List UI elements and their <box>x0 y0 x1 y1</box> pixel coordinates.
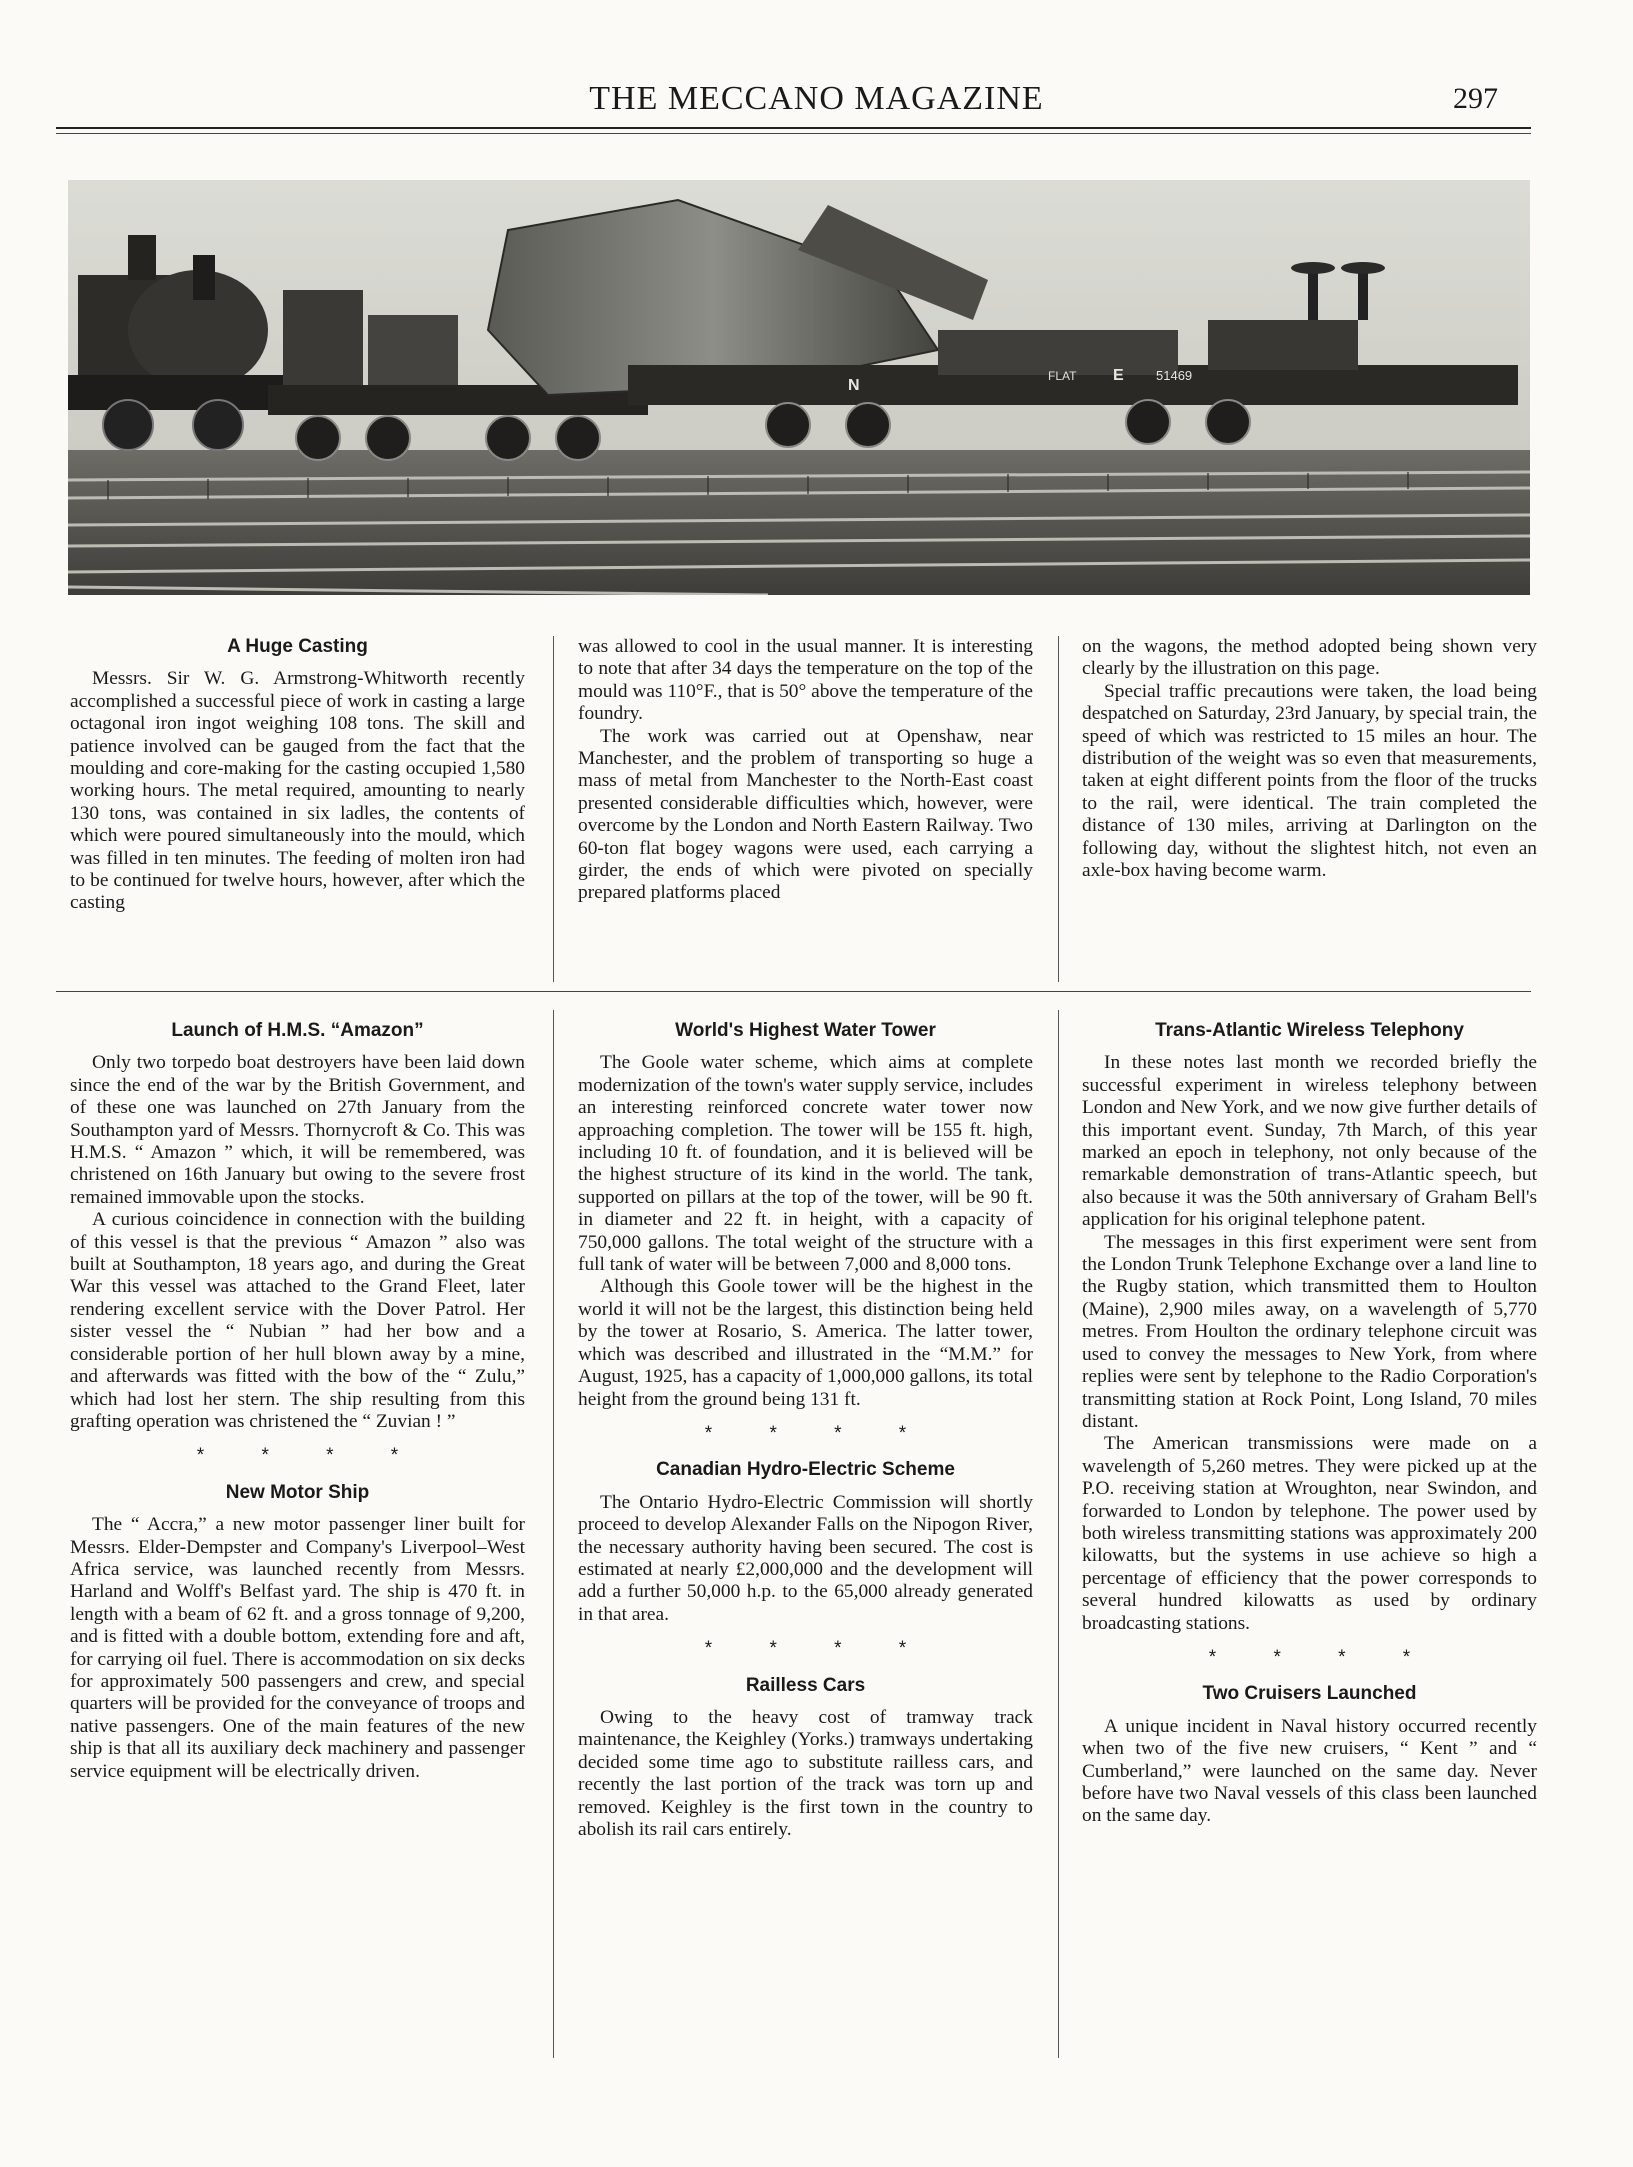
separator-stars-3: * * * * <box>704 1638 933 1660</box>
column-rule-bottom-1 <box>553 1010 554 2058</box>
cruisers-paragraph-1: A unique incident in Naval history occurred recently when two of the five new cruisers, “ Kent ” and “ Cumberland,” were launched on the same day. Never before have two Naval vessels of this class been launched on the same day. <box>1082 1715 1537 1827</box>
separator-stars-4: * * * * <box>1208 1646 1437 1668</box>
article-huge-casting-col2 <box>578 636 1033 905</box>
water-tower-paragraph-1: The Goole water scheme, which aims at complete modernization of the town's water supply service, includes an interesting reinforced concrete water tower now approaching completion. The tower will be 155 ft. high, including 10 ft. of foundation, and it is believed will be the highest structure of its kind in the world. The tank, supported on pillars at the top of the tower, will be 90 ft. in diameter and 22 ft. in height, with a capacity of 750,000 gallons. The total weight of the structure with a full tank of water will be between 7,000 and 8,000 tons. <box>578 1052 1033 1276</box>
casting-paragraph-1: Messrs. Sir W. G. Armstrong-Whitworth recently accomplished a successful piece of work in casting a large octagonal iron ingot weighing 108 tons. The skill and patience involved can be gauged from the fact that the moulding and core-making for the casting occupied 1,580 working hours. The metal required, amounting to nearly 130 tons, was contained in six ladles, the contents of which were poured simultaneously into the mould, which was filled in ten minutes. The feeding of molten iron had to be continued for twelve hours, however, after which the casting <box>70 668 525 914</box>
column-1 <box>70 1020 525 1783</box>
heading-hydro-electric: Canadian Hydro-Electric Scheme <box>656 1459 955 1481</box>
wagon-letter-n: N <box>848 377 860 394</box>
heading-new-motor-ship: New Motor Ship <box>225 1481 370 1503</box>
wireless-paragraph-2: The messages in this first experiment were sent from the London Trunk Telephone Exchange over a land line to the Rugby station, which transmitted them to Houlton (Maine), 2,900 miles away, on a wavelength of 5,770 metres. From Houlton the ordinary telephone circuit was used to convey the messages to New York, from where replies were sent by telephone to the Radio Corporation's transmitting station at Rock Point, Long Island, 70 miles distant. <box>1082 1231 1537 1432</box>
heading-huge-casting: A Huge Casting <box>227 636 368 657</box>
column-rule-bottom-2 <box>1058 1010 1059 2058</box>
heading-launch-amazon: Launch of H.M.S. “Amazon” <box>171 1020 424 1041</box>
header-rule-thin <box>56 133 1531 134</box>
heading-two-cruisers: Two Cruisers Launched <box>1202 1683 1417 1705</box>
casting-paragraph-2-cont: on the wagons, the method adopted being shown very clearly by the illustration on this page. <box>1082 636 1537 680</box>
article-huge-casting-col3 <box>1082 636 1537 882</box>
wagon-number: 51469 <box>1156 368 1193 383</box>
railway-photograph <box>68 180 1530 595</box>
wireless-paragraph-3: The American transmissions were made on a wavelength of 5,260 metres. They were picked up at the P.O. receiving station at Wroughton, near Swindon, and forwarded to London by telephone. The power used by both wireless transmitting stations was approximately 200 kilowatts, but the systems in use achieve so high a percentage of efficiency that the power corresponds to several hundred kilowatts as used by ordinary broadcasting stations. <box>1082 1433 1537 1634</box>
separator-stars-1: * * * * <box>196 1445 425 1467</box>
amazon-paragraph-2: A curious coincidence in connection with the building of this vessel is that the previous “ Amazon ” also was built at Southampton, 18 years ago, and during the Great War this vessel was attached to the Grand Fleet, later rendering excellent service with the Dover Patrol. Her sister vessel the “ Nubian ” had her bow and a considerable portion of her hull blown away by a mine, and afterwards was fitted with the bow of the “ Zulu,” which had lost her stern. The ship resulting from this grafting operation was christened the “ Zuvian ! ” <box>70 1209 525 1432</box>
wagon-flat-label: FLAT <box>1048 369 1077 383</box>
article-huge-casting-col1 <box>70 636 525 915</box>
header-rule <box>56 127 1531 129</box>
water-tower-paragraph-2: Although this Goole tower will be the highest in the world it will not be the largest, this distinction being held by the tower at Rosario, S. America. The latter tower, which was described and illustrated in the “M.M.” for August, 1925, has a capacity of 1,000,000 gallons, its total height from the ground being 131 ft. <box>578 1276 1033 1410</box>
page-number: 297 <box>1453 82 1498 115</box>
magazine-title: THE MECCANO MAGAZINE <box>589 80 1044 117</box>
wireless-paragraph-1: In these notes last month we recorded briefly the successful experiment in wireless telephony between London and New York, and we now give further details of this important event. Sunday, 7th March, of this year marked an epoch in telephony, not only because of the remarkable demonstration of trans-Atlantic speech, but also because it was the 50th anniversary of Graham Bell's application for his original telephone patent. <box>1082 1052 1537 1231</box>
separator-stars-2: * * * * <box>704 1422 933 1444</box>
casting-paragraph-1-cont: was allowed to cool in the usual manner. It is interesting to note that after 34 days the temperature on the top of the mould was 110°F., that is 50° above the temperature of the foundry. <box>578 636 1033 725</box>
column-2 <box>578 1020 1033 1841</box>
railless-paragraph-1: Owing to the heavy cost of tramway track maintenance, the Keighley (Yorks.) tramways undertaking decided some time ago to substitute railless cars, and recently the last portion of the track was torn up and removed. Keighley is the first town in the country to abolish its rail cars entirely. <box>578 1706 1033 1840</box>
heading-water-tower: World's Highest Water Tower <box>675 1020 936 1041</box>
hydro-paragraph-1: The Ontario Hydro-Electric Commission will shortly proceed to develop Alexander Falls on the Nipogon River, the necessary authority having been secured. The cost is estimated at nearly £2,000,000 and the development will add a further 50,000 h.p. to the 65,000 already generated in that area. <box>578 1491 1033 1625</box>
amazon-paragraph-1: Only two torpedo boat destroyers have been laid down since the end of the war by the British Government, and of these one was launched on 27th January from the Southampton yard of Messrs. Thornycroft & Co. This was H.M.S. “ Amazon ” which, it will be remembered, was christened on 16th January but owing to the severe frost remained immovable upon the stocks. <box>70 1052 525 1208</box>
page-header <box>0 70 1633 120</box>
heading-wireless-telephony: Trans-Atlantic Wireless Telephony <box>1155 1020 1464 1041</box>
section-rule <box>56 991 1531 992</box>
casting-train-illustration <box>68 180 1530 595</box>
motor-ship-paragraph-1: The “ Accra,” a new motor passenger liner built for Messrs. Elder-Dempster and Company's Liverpool–West Africa service, was launched recently from Messrs. Harland and Wolff's Belfast yard. The ship is 470 ft. in length with a beam of 62 ft. and a gross tonnage of 9,200, and is fitted with a double bottom, extending fore and aft, for carrying oil fuel. There is accommodation on six decks for approximately 500 passengers and crew, and special quarters will be provided for the conveyance of troops and native passengers. One of the main features of the new ship is that all its auxiliary deck machinery and passenger service equipment will be electrically driven. <box>70 1514 525 1782</box>
column-rule-top-2 <box>1058 636 1059 982</box>
heading-railless-cars: Railless Cars <box>745 1674 866 1696</box>
column-rule-top-1 <box>553 636 554 982</box>
column-3 <box>1082 1020 1537 1828</box>
wagon-letter-e: E <box>1113 367 1124 384</box>
casting-paragraph-2: The work was carried out at Openshaw, near Manchester, and the problem of transporting so huge a mass of metal from Manchester to the North-East coast presented considerable difficulties which, however, were overcome by the London and North Eastern Railway. Two 60-ton flat bogey wagons were used, each carrying a girder, the ends of which were pivoted on specially prepared platforms placed <box>578 725 1033 904</box>
casting-paragraph-3: Special traffic precautions were taken, the load being despatched on Saturday, 23rd January, by special train, the speed of which was restricted to 15 miles an hour. The distribution of the weight was so even that measurements, taken at eight different points from the floor of the trucks to the rail, were identical. The train completed the distance of 130 miles, arriving at Darlington on the following day, without the slightest hitch, not even an axle-box having become warm. <box>1082 680 1537 882</box>
